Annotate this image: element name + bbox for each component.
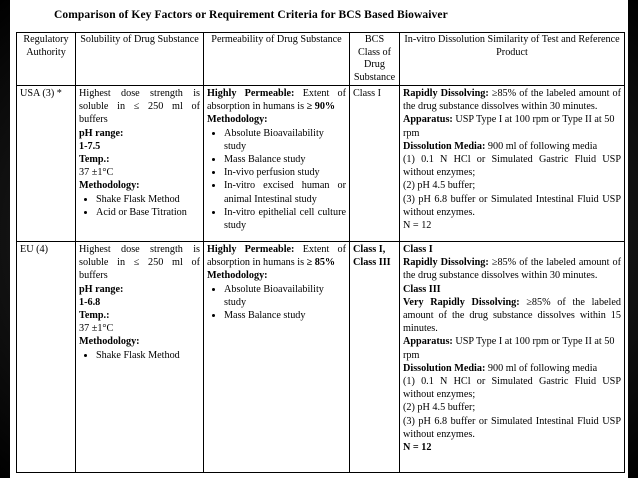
header-dissolution: In-vitro Dissolution Similarity of Test and Reference Product [400, 33, 625, 86]
media-text [403, 362, 621, 375]
comparison-table [16, 32, 625, 473]
list-item: • In-vitro epithelial cell culture study [224, 206, 346, 232]
list-item: • Acid or Base Titration [96, 206, 200, 219]
table-row [17, 242, 625, 473]
solubility-cell [76, 86, 204, 242]
rapid-dissolving-text [403, 256, 621, 282]
authority-cell: USA (3) * [17, 86, 76, 242]
document-sheet [10, 0, 628, 478]
solubility-cell [76, 242, 204, 473]
method-list [79, 349, 200, 362]
permeability-value: ≥ 85% [306, 257, 336, 269]
class3-heading: Class III [403, 283, 441, 295]
media-text [403, 140, 621, 153]
solubility-text: Highest dose strength is soluble in ≤ 250 ml of buffers [79, 244, 200, 282]
header-permeability: Permeability of Drug Substance [204, 33, 350, 86]
list-item: • Absolute Bioavailability study [224, 127, 346, 153]
method-list [207, 127, 346, 233]
media-item: (3) pH 6.8 buffer or Simulated Intestinal Fluid USP without enzymes. [403, 415, 621, 440]
page-title: Comparison of Key Factors or Requirement Criteria for BCS Based Biowaiver [54, 9, 448, 21]
media-desc: 900 ml of following media [487, 140, 598, 152]
temp-label: Temp.: [79, 154, 110, 166]
media-item: (3) pH 6.8 buffer or Simulated Intestinal Fluid USP without enzymes. [403, 193, 621, 218]
rapid-desc: ≥85% of the labeled amount of the drug substance dissolves within 30 minutes. [403, 88, 622, 113]
rapid-dissolving-text [403, 87, 621, 113]
method-list [207, 283, 346, 323]
media-item: (2) pH 4.5 buffer; [403, 402, 476, 414]
rapid-desc: ≥85% of the labeled amount of the drug substance dissolves within 30 minutes. [403, 257, 622, 282]
list-item: • Absolute Bioavailability study [224, 283, 346, 309]
vrapid-lead: Very Rapidly Dissolving: [403, 296, 520, 308]
media-lead: Dissolution Media: [403, 362, 486, 374]
apparatus-text [403, 335, 621, 361]
permeability-lead: Highly Permeable: [207, 244, 295, 255]
bcs-class-cell: Class I, Class III [350, 242, 400, 473]
ph-label: pH range: [79, 283, 124, 295]
authority-cell: EU (4) [17, 242, 76, 473]
temp-value: 37 ±1°C [79, 167, 114, 179]
apparatus-text [403, 113, 621, 139]
permeability-text [207, 243, 346, 269]
method-label: Methodology: [207, 270, 268, 282]
header-bcs-class: BCS Class of Drug Substance [350, 33, 400, 86]
permeability-text [207, 87, 346, 113]
temp-label: Temp.: [79, 310, 110, 322]
sample-size: N = 12 [403, 442, 432, 454]
list-item: • Mass Balance study [224, 153, 346, 166]
permeability-desc: Extent of absorption in humans is [207, 88, 346, 113]
list-item: • In-vitro excised human or animal Intestinal study [224, 179, 346, 205]
ph-label: pH range: [79, 127, 124, 139]
header-authority: Regulatory Authority [17, 33, 76, 86]
media-item: (2) pH 4.5 buffer; [403, 180, 476, 192]
very-rapid-dissolving-text [403, 296, 621, 336]
media-item: (1) 0.1 N HCl or Simulated Gastric Fluid USP without enzymes; [403, 376, 621, 401]
dissolution-cell [400, 242, 625, 473]
method-label: Methodology: [79, 180, 140, 192]
apparatus-lead: Apparatus: [403, 336, 453, 348]
rapid-lead: Rapidly Dissolving: [403, 257, 489, 269]
vrapid-desc: ≥85% of the labeled amount of the drug substance dissolves within 15 minutes. [403, 296, 622, 335]
table-header-row [17, 33, 625, 86]
method-list [79, 193, 200, 219]
list-item: • Mass Balance study [224, 309, 346, 322]
apparatus-desc: USP Type I at 100 rpm or Type II at 50 rpm [403, 336, 615, 361]
media-desc: 900 ml of following media [487, 362, 598, 374]
permeability-cell [204, 242, 350, 473]
header-solubility: Solubility of Drug Substance [76, 33, 204, 86]
ph-value: 1-7.5 [79, 140, 101, 152]
permeability-value: ≥ 90% [306, 101, 336, 113]
media-lead: Dissolution Media: [403, 140, 486, 152]
list-item: • In-vivo perfusion study [224, 166, 346, 179]
table-row [17, 86, 625, 242]
list-item: • Shake Flask Method [96, 349, 200, 362]
bcs-class-cell: Class I [350, 86, 400, 242]
permeability-lead: Highly Permeable: [207, 88, 295, 99]
sample-size: N = 12 [403, 220, 432, 232]
method-label: Methodology: [207, 114, 268, 126]
permeability-cell [204, 86, 350, 242]
apparatus-lead: Apparatus: [403, 114, 453, 126]
class1-heading: Class I [403, 244, 433, 255]
ph-value: 1-6.8 [79, 296, 101, 308]
dissolution-cell [400, 86, 625, 242]
permeability-desc: Extent of absorption in humans is [207, 244, 346, 269]
rapid-lead: Rapidly Dissolving: [403, 88, 489, 99]
temp-value: 37 ±1°C [79, 323, 114, 335]
apparatus-desc: USP Type I at 100 rpm or Type II at 50 rpm [403, 114, 615, 139]
media-item: (1) 0.1 N HCl or Simulated Gastric Fluid USP without enzymes; [403, 154, 621, 179]
method-label: Methodology: [79, 336, 140, 348]
solubility-text: Highest dose strength is soluble in ≤ 250 ml of buffers [79, 88, 200, 126]
list-item: • Shake Flask Method [96, 193, 200, 206]
